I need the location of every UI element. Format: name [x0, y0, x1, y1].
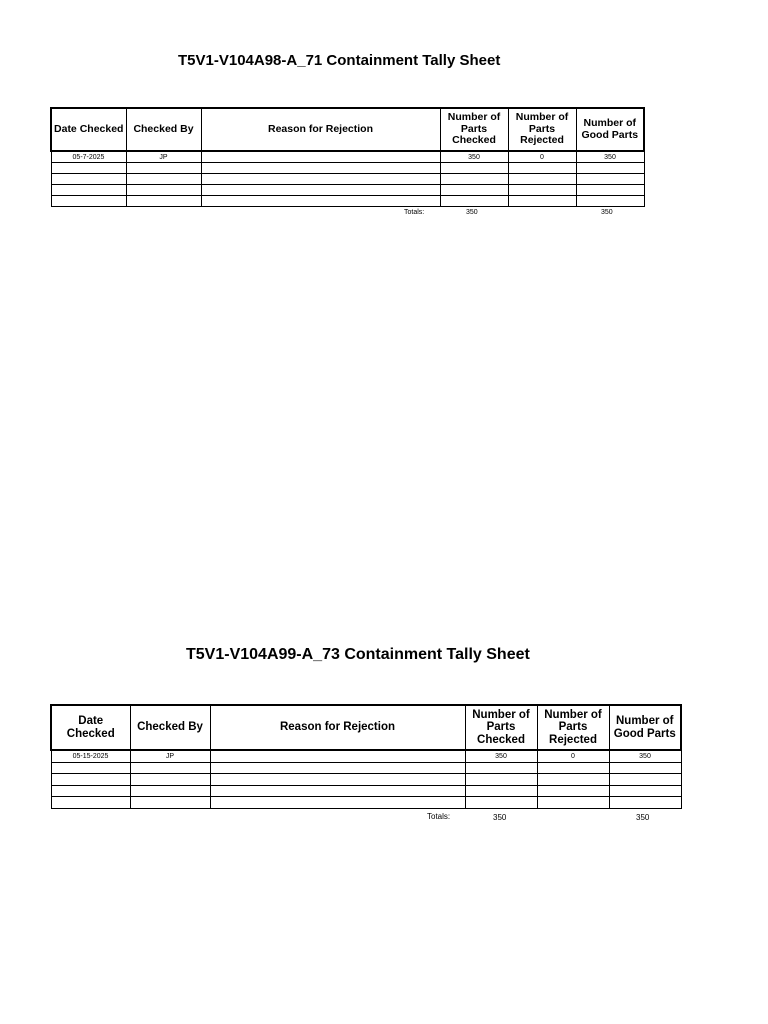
totals-label: Totals: [404, 209, 425, 216]
cell-parts-rejected [508, 163, 576, 174]
cell-checked-by [130, 774, 210, 786]
cell-checked-by [126, 185, 201, 196]
header-good-parts: Number of Good Parts [576, 108, 644, 151]
cell-good-parts [576, 174, 644, 185]
cell-good-parts [576, 185, 644, 196]
cell-parts-checked [440, 185, 508, 196]
cell-checked-by [130, 762, 210, 774]
cell-reason [210, 797, 465, 809]
table-row [51, 785, 681, 797]
cell-reason [201, 196, 440, 207]
table-row [51, 174, 644, 185]
cell-parts-rejected: 0 [508, 151, 576, 163]
cell-parts-checked: 350 [465, 750, 537, 762]
cell-date [51, 163, 126, 174]
table-header-row [51, 108, 644, 151]
cell-good-parts [609, 774, 681, 786]
cell-date [51, 785, 130, 797]
tally-table [50, 704, 682, 809]
header-reason-for-rejection: Reason for Rejection [210, 705, 465, 750]
cell-parts-checked [440, 196, 508, 207]
cell-parts-checked [465, 785, 537, 797]
cell-good-parts [576, 163, 644, 174]
table-header-row [51, 705, 681, 750]
cell-reason [210, 750, 465, 762]
totals-parts-checked: 350 [466, 209, 478, 216]
cell-checked-by [130, 797, 210, 809]
cell-reason [201, 185, 440, 196]
cell-date [51, 174, 126, 185]
cell-parts-rejected [508, 174, 576, 185]
cell-reason [201, 151, 440, 163]
cell-good-parts [609, 785, 681, 797]
table-row [51, 163, 644, 174]
cell-reason [210, 774, 465, 786]
cell-parts-rejected [537, 797, 609, 809]
header-checked-by: Checked By [126, 108, 201, 151]
sheet-title: T5V1-V104A98-A_71 Containment Tally Sheet [178, 52, 501, 69]
totals-row [0, 812, 768, 824]
totals-good-parts: 350 [636, 813, 650, 822]
cell-reason [210, 785, 465, 797]
cell-parts-checked [465, 762, 537, 774]
totals-parts-checked: 350 [493, 813, 507, 822]
cell-parts-checked [465, 774, 537, 786]
cell-checked-by: JP [130, 750, 210, 762]
cell-date [51, 774, 130, 786]
cell-checked-by [126, 196, 201, 207]
cell-parts-rejected [508, 196, 576, 207]
tally-table [50, 107, 645, 207]
header-date-checked: Date Checked [51, 108, 126, 151]
cell-good-parts [609, 797, 681, 809]
cell-good-parts [609, 762, 681, 774]
cell-date [51, 797, 130, 809]
cell-parts-checked: 350 [440, 151, 508, 163]
header-parts-checked: Number of Parts Checked [465, 705, 537, 750]
cell-reason [201, 163, 440, 174]
cell-parts-checked [440, 163, 508, 174]
cell-good-parts [576, 196, 644, 207]
table-row [51, 185, 644, 196]
cell-parts-rejected: 0 [537, 750, 609, 762]
cell-good-parts: 350 [609, 750, 681, 762]
totals-label: Totals: [427, 812, 451, 821]
cell-date [51, 196, 126, 207]
cell-date: 05-7-2025 [51, 151, 126, 163]
cell-checked-by [130, 785, 210, 797]
cell-date [51, 762, 130, 774]
cell-reason [201, 174, 440, 185]
cell-checked-by [126, 174, 201, 185]
totals-good-parts: 350 [601, 209, 613, 216]
table-row [51, 797, 681, 809]
totals-row [0, 209, 768, 219]
table-row [51, 151, 644, 163]
header-parts-rejected: Number of Parts Rejected [537, 705, 609, 750]
table-row [51, 774, 681, 786]
table-row [51, 196, 644, 207]
header-parts-rejected: Number of Parts Rejected [508, 108, 576, 151]
cell-parts-rejected [537, 762, 609, 774]
header-reason-for-rejection: Reason for Rejection [201, 108, 440, 151]
cell-date: 05-15-2025 [51, 750, 130, 762]
table-row [51, 762, 681, 774]
cell-good-parts: 350 [576, 151, 644, 163]
table-row [51, 750, 681, 762]
cell-checked-by [126, 163, 201, 174]
cell-parts-rejected [508, 185, 576, 196]
cell-parts-rejected [537, 774, 609, 786]
cell-parts-checked [465, 797, 537, 809]
header-checked-by: Checked By [130, 705, 210, 750]
cell-parts-checked [440, 174, 508, 185]
sheet-title: T5V1-V104A99-A_73 Containment Tally Sheet [186, 646, 530, 663]
cell-checked-by: JP [126, 151, 201, 163]
header-date-checked: Date Checked [51, 705, 130, 750]
cell-parts-rejected [537, 785, 609, 797]
header-good-parts: Number of Good Parts [609, 705, 681, 750]
header-parts-checked: Number of Parts Checked [440, 108, 508, 151]
cell-date [51, 185, 126, 196]
cell-reason [210, 762, 465, 774]
